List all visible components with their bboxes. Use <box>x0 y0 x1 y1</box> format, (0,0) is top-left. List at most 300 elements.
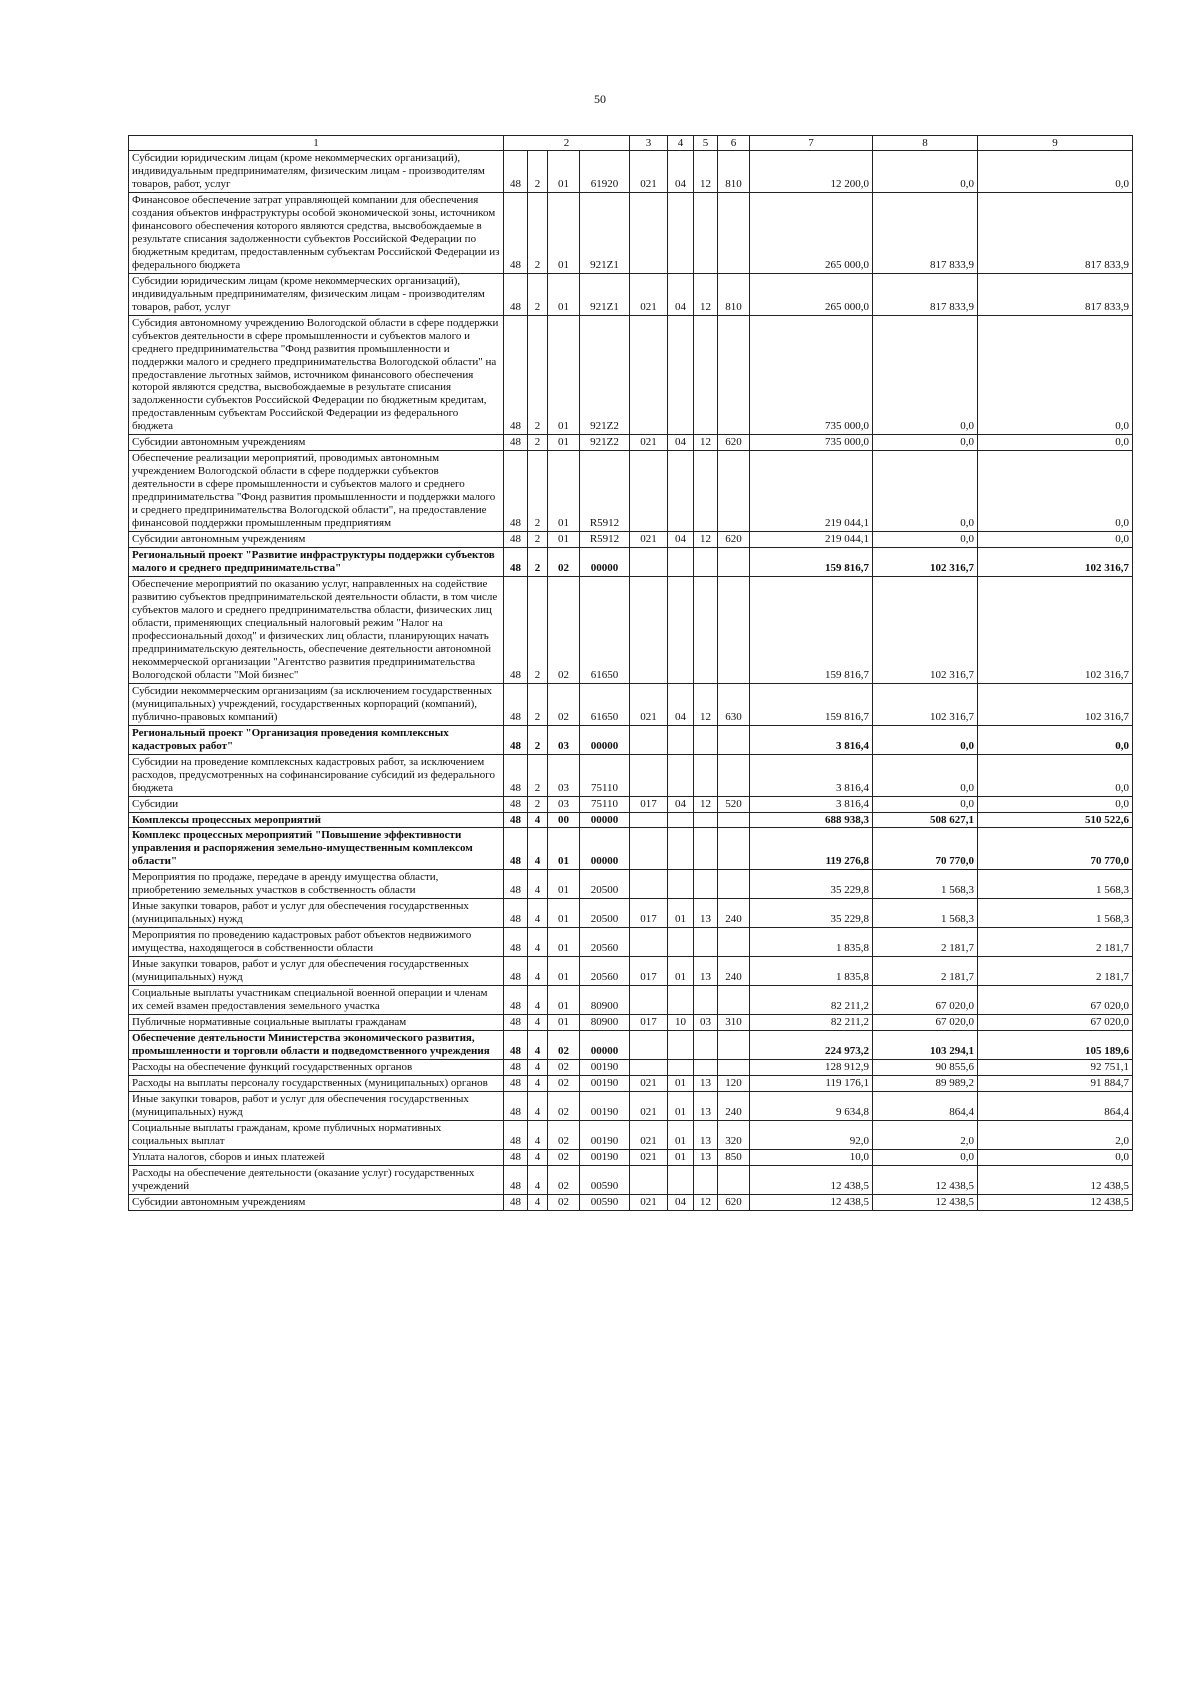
row-name: Субсидии на проведение комплексных кадастровых работ, за исключением расходов, предусмотренных на софинансирование субсидий из федерального бюджета <box>129 754 504 796</box>
col-4-value <box>668 1165 694 1194</box>
code-part-2: 4 <box>528 828 548 870</box>
col-8-amount: 103 294,1 <box>873 1031 978 1060</box>
col-8-amount: 2 181,7 <box>873 928 978 957</box>
col-7-amount: 735 000,0 <box>750 435 873 451</box>
table-row <box>129 986 1133 1015</box>
table-row <box>129 315 1133 435</box>
row-name: Мероприятия по продаже, передаче в аренду имущества области, приобретению земельных участков в собственность области <box>129 870 504 899</box>
code-part-1: 48 <box>504 957 528 986</box>
code-part-3: 01 <box>548 928 580 957</box>
col-3-value <box>630 1165 668 1194</box>
code-part-2: 2 <box>528 192 548 273</box>
row-name: Региональный проект "Развитие инфраструктуры поддержки субъектов малого и среднего предпринимательства" <box>129 548 504 577</box>
row-name: Социальные выплаты участникам специальной военной операции и членам их семей взамен предоставления земельного участка <box>129 986 504 1015</box>
code-part-4: 921Z2 <box>580 315 630 435</box>
col-3-value <box>630 870 668 899</box>
code-part-4: 75110 <box>580 796 630 812</box>
col-4-value <box>668 828 694 870</box>
table-row <box>129 683 1133 725</box>
row-name: Субсидии автономным учреждениям <box>129 532 504 548</box>
col-6-value: 620 <box>718 532 750 548</box>
col-6-value: 240 <box>718 1091 750 1120</box>
col-8-amount: 89 989,2 <box>873 1075 978 1091</box>
col-5-value: 12 <box>694 532 718 548</box>
col-6-value <box>718 1059 750 1075</box>
col-3-value: 021 <box>630 532 668 548</box>
code-part-3: 01 <box>548 986 580 1015</box>
col-3-value <box>630 1059 668 1075</box>
table-row <box>129 1015 1133 1031</box>
code-part-4: 00000 <box>580 828 630 870</box>
code-part-3: 01 <box>548 532 580 548</box>
header-col-9: 9 <box>978 136 1133 151</box>
code-part-1: 48 <box>504 1015 528 1031</box>
row-name: Субсидии автономным учреждениям <box>129 1194 504 1210</box>
code-part-2: 2 <box>528 451 548 532</box>
code-part-1: 48 <box>504 754 528 796</box>
code-part-1: 48 <box>504 1091 528 1120</box>
row-name: Публичные нормативные социальные выплаты гражданам <box>129 1015 504 1031</box>
code-part-1: 48 <box>504 273 528 315</box>
code-part-2: 2 <box>528 548 548 577</box>
code-part-4: 921Z1 <box>580 273 630 315</box>
code-part-2: 2 <box>528 754 548 796</box>
row-name: Комплекс процессных мероприятий "Повышение эффективности управления и распоряжения земельно-имущественным комплексом области" <box>129 828 504 870</box>
col-4-value: 04 <box>668 151 694 193</box>
code-part-4: 00590 <box>580 1194 630 1210</box>
col-3-value: 021 <box>630 683 668 725</box>
code-part-4: 20500 <box>580 899 630 928</box>
row-name: Иные закупки товаров, работ и услуг для обеспечения государственных (муниципальных) нужд <box>129 899 504 928</box>
code-part-4: 80900 <box>580 986 630 1015</box>
header-row <box>129 136 1133 151</box>
col-5-value <box>694 577 718 684</box>
col-4-value: 01 <box>668 1075 694 1091</box>
code-part-2: 4 <box>528 1059 548 1075</box>
col-4-value: 04 <box>668 435 694 451</box>
col-5-value <box>694 315 718 435</box>
col-5-value: 12 <box>694 435 718 451</box>
col-7-amount: 159 816,7 <box>750 577 873 684</box>
col-7-amount: 128 912,9 <box>750 1059 873 1075</box>
code-part-2: 4 <box>528 1165 548 1194</box>
header-col-7: 7 <box>750 136 873 151</box>
row-name: Расходы на обеспечение функций государственных органов <box>129 1059 504 1075</box>
code-part-4: 61920 <box>580 151 630 193</box>
code-part-3: 02 <box>548 548 580 577</box>
code-part-3: 02 <box>548 577 580 684</box>
col-5-value: 13 <box>694 1120 718 1149</box>
row-name: Обеспечение деятельности Министерства экономического развития, промышленности и торговли области и подведомственного учреждения <box>129 1031 504 1060</box>
col-8-amount: 90 855,6 <box>873 1059 978 1075</box>
col-4-value <box>668 754 694 796</box>
code-part-4: 00000 <box>580 725 630 754</box>
table-row <box>129 1091 1133 1120</box>
code-part-4: 00000 <box>580 548 630 577</box>
col-7-amount: 35 229,8 <box>750 899 873 928</box>
col-4-value: 01 <box>668 1149 694 1165</box>
col-7-amount: 12 200,0 <box>750 151 873 193</box>
col-4-value <box>668 451 694 532</box>
table-row <box>129 957 1133 986</box>
col-8-amount: 817 833,9 <box>873 273 978 315</box>
col-5-value: 12 <box>694 683 718 725</box>
col-6-value: 810 <box>718 151 750 193</box>
code-part-1: 48 <box>504 870 528 899</box>
col-8-amount: 0,0 <box>873 315 978 435</box>
col-3-value: 017 <box>630 957 668 986</box>
code-part-1: 48 <box>504 1149 528 1165</box>
col-9-amount: 0,0 <box>978 151 1133 193</box>
col-3-value <box>630 828 668 870</box>
code-part-1: 48 <box>504 986 528 1015</box>
col-6-value: 850 <box>718 1149 750 1165</box>
code-part-1: 48 <box>504 451 528 532</box>
code-part-3: 02 <box>548 1075 580 1091</box>
table-row <box>129 1120 1133 1149</box>
table-row <box>129 435 1133 451</box>
code-part-3: 01 <box>548 273 580 315</box>
col-9-amount: 67 020,0 <box>978 986 1133 1015</box>
table-row <box>129 1165 1133 1194</box>
col-4-value <box>668 812 694 828</box>
col-8-amount: 1 568,3 <box>873 870 978 899</box>
col-5-value <box>694 1031 718 1060</box>
col-8-amount: 0,0 <box>873 532 978 548</box>
col-6-value <box>718 1031 750 1060</box>
code-part-3: 01 <box>548 899 580 928</box>
code-part-3: 02 <box>548 1149 580 1165</box>
code-part-3: 02 <box>548 1120 580 1149</box>
col-6-value <box>718 192 750 273</box>
col-5-value <box>694 192 718 273</box>
code-part-3: 02 <box>548 683 580 725</box>
code-part-2: 4 <box>528 986 548 1015</box>
code-part-2: 2 <box>528 796 548 812</box>
code-part-4: 00590 <box>580 1165 630 1194</box>
row-name: Иные закупки товаров, работ и услуг для обеспечения государственных (муниципальных) нужд <box>129 1091 504 1120</box>
code-part-1: 48 <box>504 828 528 870</box>
code-part-2: 2 <box>528 725 548 754</box>
code-part-2: 2 <box>528 683 548 725</box>
code-part-3: 03 <box>548 725 580 754</box>
code-part-3: 02 <box>548 1165 580 1194</box>
code-part-4: 20500 <box>580 870 630 899</box>
col-4-value <box>668 870 694 899</box>
col-7-amount: 159 816,7 <box>750 683 873 725</box>
code-part-1: 48 <box>504 577 528 684</box>
col-7-amount: 3 816,4 <box>750 796 873 812</box>
col-5-value: 12 <box>694 151 718 193</box>
code-part-1: 48 <box>504 1031 528 1060</box>
code-part-3: 03 <box>548 754 580 796</box>
col-9-amount: 102 316,7 <box>978 548 1133 577</box>
table-row <box>129 899 1133 928</box>
col-3-value: 021 <box>630 1194 668 1210</box>
col-5-value <box>694 870 718 899</box>
col-6-value <box>718 1165 750 1194</box>
code-part-3: 03 <box>548 796 580 812</box>
col-9-amount: 2,0 <box>978 1120 1133 1149</box>
col-8-amount: 2 181,7 <box>873 957 978 986</box>
col-6-value: 240 <box>718 957 750 986</box>
code-part-2: 2 <box>528 315 548 435</box>
code-part-2: 4 <box>528 1149 548 1165</box>
col-7-amount: 219 044,1 <box>750 532 873 548</box>
col-9-amount: 510 522,6 <box>978 812 1133 828</box>
code-part-2: 4 <box>528 899 548 928</box>
code-part-3: 01 <box>548 957 580 986</box>
table-row <box>129 1075 1133 1091</box>
col-3-value: 021 <box>630 151 668 193</box>
col-7-amount: 224 973,2 <box>750 1031 873 1060</box>
col-3-value: 017 <box>630 899 668 928</box>
code-part-2: 2 <box>528 435 548 451</box>
row-name: Расходы на обеспечение деятельности (оказание услуг) государственных учреждений <box>129 1165 504 1194</box>
table-row <box>129 928 1133 957</box>
row-name: Субсидия автономному учреждению Вологодской области в сфере поддержки субъектов деятельности в сфере промышленности и субъектов малого и среднего предпринимательства "Фонд развития промышленности и поддержки малого и среднего предпринимательства Вологодской области" на предоставление льготных займов, источником финансового обеспечения которой являются средства, высвобождаемые в результате списания задолженности субъектов Российской Федерации по бюджетным кредитам, предоставленным субъектам Российской Федерации из федерального бюджета <box>129 315 504 435</box>
col-5-value <box>694 986 718 1015</box>
col-3-value: 021 <box>630 1091 668 1120</box>
col-8-amount: 0,0 <box>873 151 978 193</box>
col-6-value: 630 <box>718 683 750 725</box>
col-3-value <box>630 192 668 273</box>
col-6-value <box>718 828 750 870</box>
col-5-value <box>694 928 718 957</box>
code-part-3: 02 <box>548 1031 580 1060</box>
code-part-3: 02 <box>548 1091 580 1120</box>
table-row <box>129 548 1133 577</box>
table-row <box>129 273 1133 315</box>
col-4-value <box>668 986 694 1015</box>
code-part-1: 48 <box>504 435 528 451</box>
col-8-amount: 0,0 <box>873 451 978 532</box>
col-6-value: 810 <box>718 273 750 315</box>
col-3-value: 021 <box>630 435 668 451</box>
col-9-amount: 12 438,5 <box>978 1194 1133 1210</box>
code-part-2: 4 <box>528 1194 548 1210</box>
row-name: Региональный проект "Организация проведения комплексных кадастровых работ" <box>129 725 504 754</box>
col-3-value <box>630 315 668 435</box>
col-8-amount: 508 627,1 <box>873 812 978 828</box>
col-6-value <box>718 812 750 828</box>
col-3-value: 021 <box>630 1149 668 1165</box>
code-part-3: 01 <box>548 315 580 435</box>
header-col-1: 1 <box>129 136 504 151</box>
col-5-value: 13 <box>694 957 718 986</box>
col-6-value <box>718 870 750 899</box>
col-3-value <box>630 577 668 684</box>
col-4-value: 04 <box>668 532 694 548</box>
col-3-value <box>630 928 668 957</box>
code-part-4: 61650 <box>580 577 630 684</box>
col-7-amount: 1 835,8 <box>750 928 873 957</box>
code-part-1: 48 <box>504 1059 528 1075</box>
col-5-value <box>694 548 718 577</box>
col-6-value: 120 <box>718 1075 750 1091</box>
col-7-amount: 265 000,0 <box>750 192 873 273</box>
col-5-value: 12 <box>694 1194 718 1210</box>
code-part-4: 00190 <box>580 1059 630 1075</box>
table-row <box>129 1031 1133 1060</box>
col-4-value <box>668 315 694 435</box>
code-part-4: R5912 <box>580 451 630 532</box>
table-body <box>129 151 1133 1211</box>
code-part-4: 61650 <box>580 683 630 725</box>
col-8-amount: 817 833,9 <box>873 192 978 273</box>
col-3-value <box>630 725 668 754</box>
col-9-amount: 0,0 <box>978 451 1133 532</box>
col-3-value: 021 <box>630 1120 668 1149</box>
col-4-value <box>668 928 694 957</box>
code-part-3: 01 <box>548 1015 580 1031</box>
col-9-amount: 105 189,6 <box>978 1031 1133 1060</box>
col-9-amount: 2 181,7 <box>978 928 1133 957</box>
header-col-8: 8 <box>873 136 978 151</box>
header-col-6: 6 <box>718 136 750 151</box>
col-8-amount: 0,0 <box>873 1149 978 1165</box>
col-6-value: 320 <box>718 1120 750 1149</box>
col-5-value <box>694 1165 718 1194</box>
col-9-amount: 0,0 <box>978 532 1133 548</box>
col-3-value <box>630 812 668 828</box>
header-col-3: 3 <box>630 136 668 151</box>
row-name: Обеспечение реализации мероприятий, проводимых автономным учреждением Вологодской области в сфере поддержки субъектов деятельности в сфере промышленности и субъектов малого и среднего предпринимательства "Фонд развития промышленности и поддержки малого и среднего предпринимательства Вологодской области", на предоставление финансовой поддержки промышленным предприятиям <box>129 451 504 532</box>
row-name: Комплексы процессных мероприятий <box>129 812 504 828</box>
col-5-value <box>694 1059 718 1075</box>
table-row <box>129 451 1133 532</box>
code-part-3: 01 <box>548 192 580 273</box>
code-part-1: 48 <box>504 1075 528 1091</box>
code-part-3: 02 <box>548 1194 580 1210</box>
col-8-amount: 0,0 <box>873 796 978 812</box>
col-6-value <box>718 577 750 684</box>
col-9-amount: 67 020,0 <box>978 1015 1133 1031</box>
col-6-value: 240 <box>718 899 750 928</box>
code-part-3: 02 <box>548 1059 580 1075</box>
col-5-value <box>694 812 718 828</box>
code-part-2: 4 <box>528 870 548 899</box>
col-3-value: 017 <box>630 796 668 812</box>
col-9-amount: 102 316,7 <box>978 683 1133 725</box>
col-3-value: 017 <box>630 1015 668 1031</box>
table-row <box>129 532 1133 548</box>
row-name: Субсидии юридическим лицам (кроме некоммерческих организаций), индивидуальным предпринимателям, физическим лицам - производителям товаров, работ, услуг <box>129 273 504 315</box>
row-name: Субсидии некоммерческим организациям (за исключением государственных (муниципальных) учреждений, государственных корпораций (компаний), публично-правовых компаний) <box>129 683 504 725</box>
code-part-4: 00190 <box>580 1149 630 1165</box>
code-part-1: 48 <box>504 1194 528 1210</box>
row-name: Субсидии автономным учреждениям <box>129 435 504 451</box>
col-6-value <box>718 548 750 577</box>
code-part-1: 48 <box>504 548 528 577</box>
col-8-amount: 12 438,5 <box>873 1165 978 1194</box>
col-4-value: 01 <box>668 1120 694 1149</box>
col-8-amount: 70 770,0 <box>873 828 978 870</box>
code-part-4: 921Z2 <box>580 435 630 451</box>
col-8-amount: 102 316,7 <box>873 577 978 684</box>
row-name: Финансовое обеспечение затрат управляющей компании для обеспечения создания объектов инфраструктуры особой экономической зоны, источником финансового обеспечения которого являются средства, высвобождаемые в результате списания задолженности субъектов Российской Федерации по бюджетным кредитам, предоставленным субъектам Российской Федерации из федерального бюджета <box>129 192 504 273</box>
code-part-2: 4 <box>528 1015 548 1031</box>
col-4-value: 04 <box>668 796 694 812</box>
col-6-value <box>718 754 750 796</box>
col-5-value <box>694 828 718 870</box>
col-7-amount: 10,0 <box>750 1149 873 1165</box>
col-9-amount: 12 438,5 <box>978 1165 1133 1194</box>
code-part-1: 48 <box>504 315 528 435</box>
col-3-value <box>630 548 668 577</box>
code-part-1: 48 <box>504 812 528 828</box>
col-4-value <box>668 548 694 577</box>
code-part-2: 4 <box>528 928 548 957</box>
col-7-amount: 3 816,4 <box>750 754 873 796</box>
code-part-3: 01 <box>548 828 580 870</box>
code-part-3: 01 <box>548 151 580 193</box>
code-part-3: 00 <box>548 812 580 828</box>
col-9-amount: 0,0 <box>978 725 1133 754</box>
col-3-value: 021 <box>630 273 668 315</box>
budget-table <box>128 135 1133 1211</box>
table-row <box>129 796 1133 812</box>
table-row <box>129 151 1133 193</box>
col-9-amount: 0,0 <box>978 1149 1133 1165</box>
code-part-2: 4 <box>528 1091 548 1120</box>
code-part-2: 4 <box>528 1120 548 1149</box>
header-col-5: 5 <box>694 136 718 151</box>
code-part-1: 48 <box>504 1165 528 1194</box>
col-7-amount: 1 835,8 <box>750 957 873 986</box>
col-9-amount: 2 181,7 <box>978 957 1133 986</box>
code-part-4: 20560 <box>580 928 630 957</box>
code-part-3: 01 <box>548 870 580 899</box>
col-6-value <box>718 725 750 754</box>
col-7-amount: 82 211,2 <box>750 986 873 1015</box>
code-part-3: 01 <box>548 451 580 532</box>
code-part-4: 00190 <box>580 1120 630 1149</box>
col-7-amount: 688 938,3 <box>750 812 873 828</box>
col-8-amount: 102 316,7 <box>873 548 978 577</box>
col-6-value <box>718 315 750 435</box>
col-4-value: 01 <box>668 957 694 986</box>
col-3-value: 021 <box>630 1075 668 1091</box>
row-name: Расходы на выплаты персоналу государственных (муниципальных) органов <box>129 1075 504 1091</box>
row-name: Субсидии <box>129 796 504 812</box>
col-8-amount: 102 316,7 <box>873 683 978 725</box>
col-4-value: 04 <box>668 273 694 315</box>
code-part-2: 2 <box>528 151 548 193</box>
col-7-amount: 9 634,8 <box>750 1091 873 1120</box>
col-7-amount: 119 276,8 <box>750 828 873 870</box>
col-3-value <box>630 754 668 796</box>
col-9-amount: 1 568,3 <box>978 870 1133 899</box>
code-part-4: 75110 <box>580 754 630 796</box>
col-4-value: 04 <box>668 683 694 725</box>
col-8-amount: 0,0 <box>873 725 978 754</box>
table-row <box>129 1149 1133 1165</box>
col-9-amount: 0,0 <box>978 315 1133 435</box>
row-name: Иные закупки товаров, работ и услуг для обеспечения государственных (муниципальных) нужд <box>129 957 504 986</box>
col-7-amount: 82 211,2 <box>750 1015 873 1031</box>
col-6-value: 310 <box>718 1015 750 1031</box>
row-name: Уплата налогов, сборов и иных платежей <box>129 1149 504 1165</box>
col-8-amount: 67 020,0 <box>873 1015 978 1031</box>
code-part-1: 48 <box>504 1120 528 1149</box>
code-part-4: 00000 <box>580 812 630 828</box>
col-6-value <box>718 451 750 532</box>
col-9-amount: 0,0 <box>978 435 1133 451</box>
code-part-1: 48 <box>504 683 528 725</box>
col-8-amount: 864,4 <box>873 1091 978 1120</box>
col-3-value <box>630 451 668 532</box>
